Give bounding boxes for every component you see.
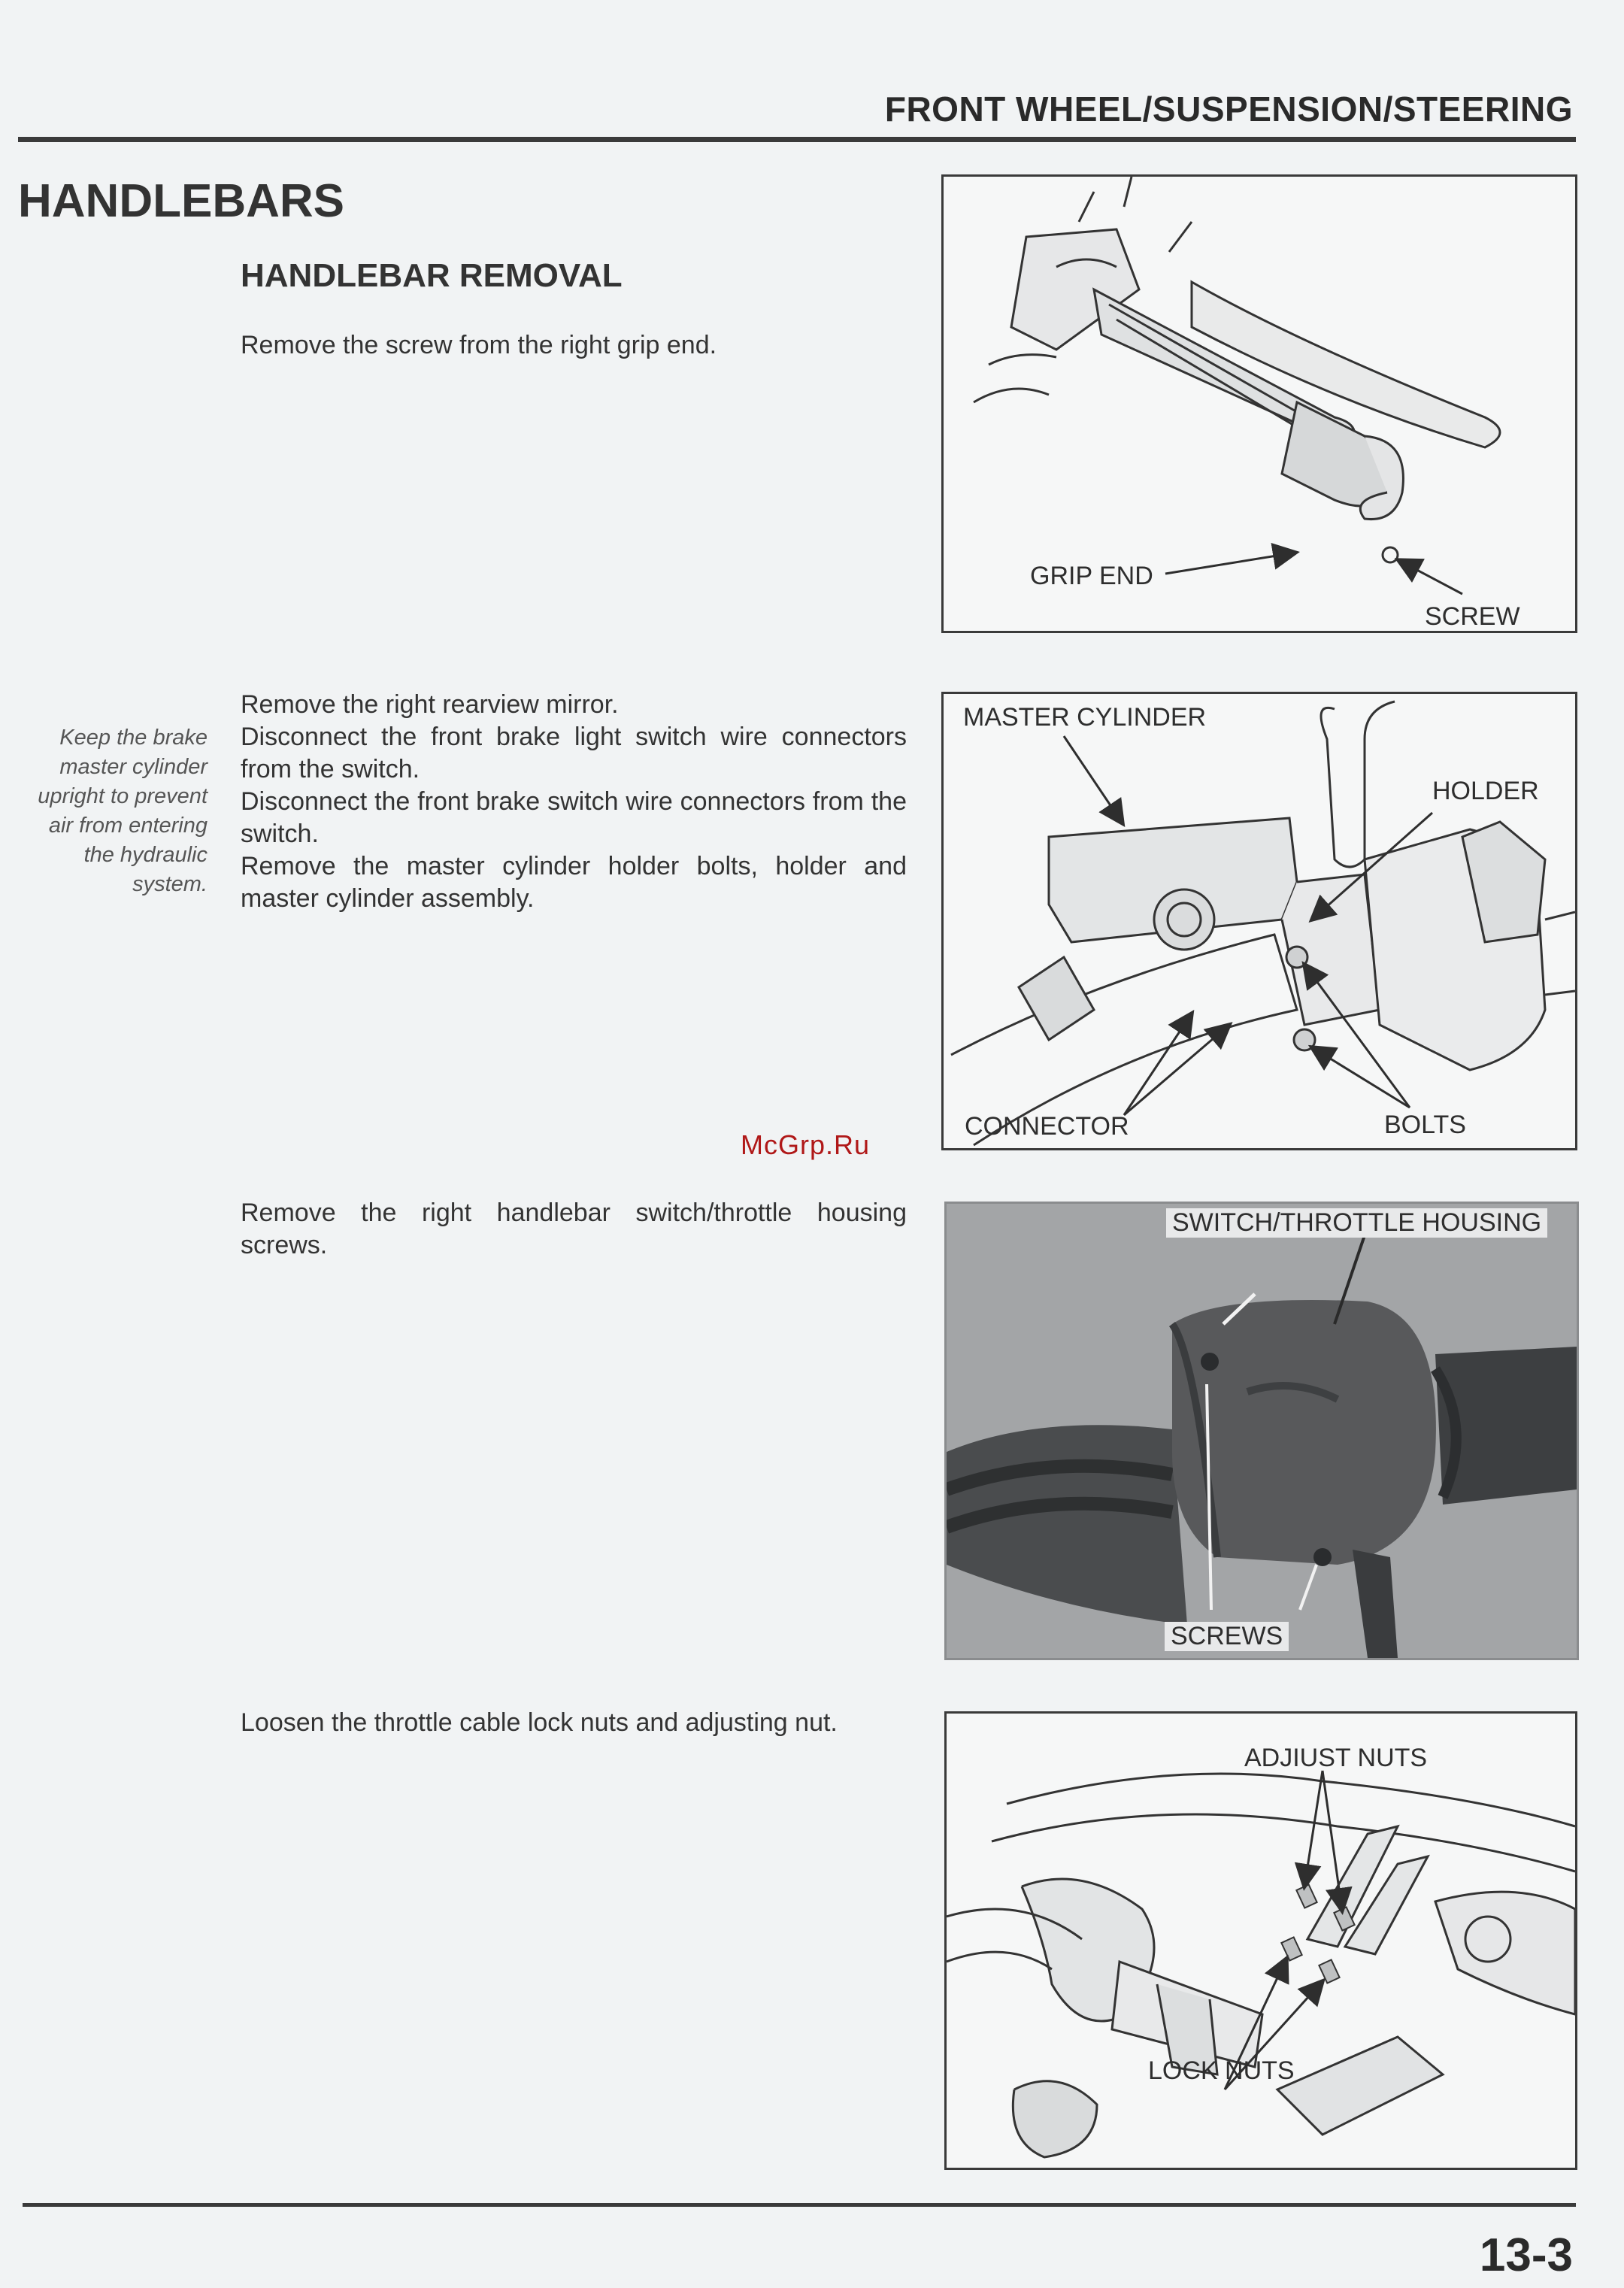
step-2-line: Disconnect the front brake switch wire connectors from the switch.: [241, 787, 907, 848]
label-bolts: BOLTS: [1384, 1111, 1466, 1139]
label-adjust-nuts: ADJIUST NUTS: [1244, 1744, 1428, 1772]
master-cylinder-illustration: [944, 694, 1575, 1148]
step-2-line: Remove the right rearview mirror.: [241, 690, 619, 719]
label-lock-nuts: LOCK NUTS: [1148, 2056, 1295, 2085]
step-3-line: Remove the right handlebar switch/throttle housing screws.: [241, 1199, 907, 1259]
step-4-line: Loosen the throttle cable lock nuts and adjusting nut.: [241, 1708, 838, 1737]
figure-grip-end: [941, 174, 1577, 633]
footer-rule: [23, 2203, 1576, 2207]
subsection-title: HANDLEBAR REMOVAL: [241, 257, 623, 294]
step-1-text: [241, 329, 907, 362]
cable-nuts-illustration: [947, 1714, 1575, 2168]
figure-switch-housing-photo: [944, 1202, 1579, 1660]
label-grip-end: GRIP END: [1030, 562, 1153, 590]
label-switch-throttle-housing: SWITCH/THROTTLE HOUSING: [1166, 1208, 1547, 1238]
label-screws: SCREWS: [1165, 1622, 1289, 1651]
watermark: McGrp.Ru: [741, 1129, 871, 1160]
switch-housing-photo: [947, 1204, 1577, 1658]
label-master-cylinder: MASTER CYLINDER: [963, 703, 1207, 732]
side-note: Keep the brake master cylinder upright to prevent air from entering the hydraulic system.: [38, 726, 208, 896]
step-3-text: [241, 1197, 907, 1262]
page-number: 13-3: [1479, 2229, 1573, 2281]
step-2-line: Remove the master cylinder holder bolts, holder and master cylinder assembly.: [241, 852, 907, 913]
label-connector: CONNECTOR: [965, 1112, 1129, 1141]
header-rule: [18, 137, 1576, 142]
page-title: HANDLEBARS: [18, 175, 344, 227]
label-holder: HOLDER: [1432, 777, 1539, 805]
figure-master-cylinder: [941, 692, 1577, 1150]
step-4-text: [241, 1707, 907, 1739]
figure-cable-nuts: [944, 1711, 1577, 2170]
label-screw: SCREW: [1425, 602, 1520, 631]
section-title: FRONT WHEEL/SUSPENSION/STEERING: [884, 89, 1573, 129]
step-1-line: Remove the screw from the right grip end.: [241, 331, 717, 359]
step-2-text: [241, 689, 907, 915]
step-2-line: Disconnect the front brake light switch wire connectors from the switch.: [241, 723, 907, 783]
